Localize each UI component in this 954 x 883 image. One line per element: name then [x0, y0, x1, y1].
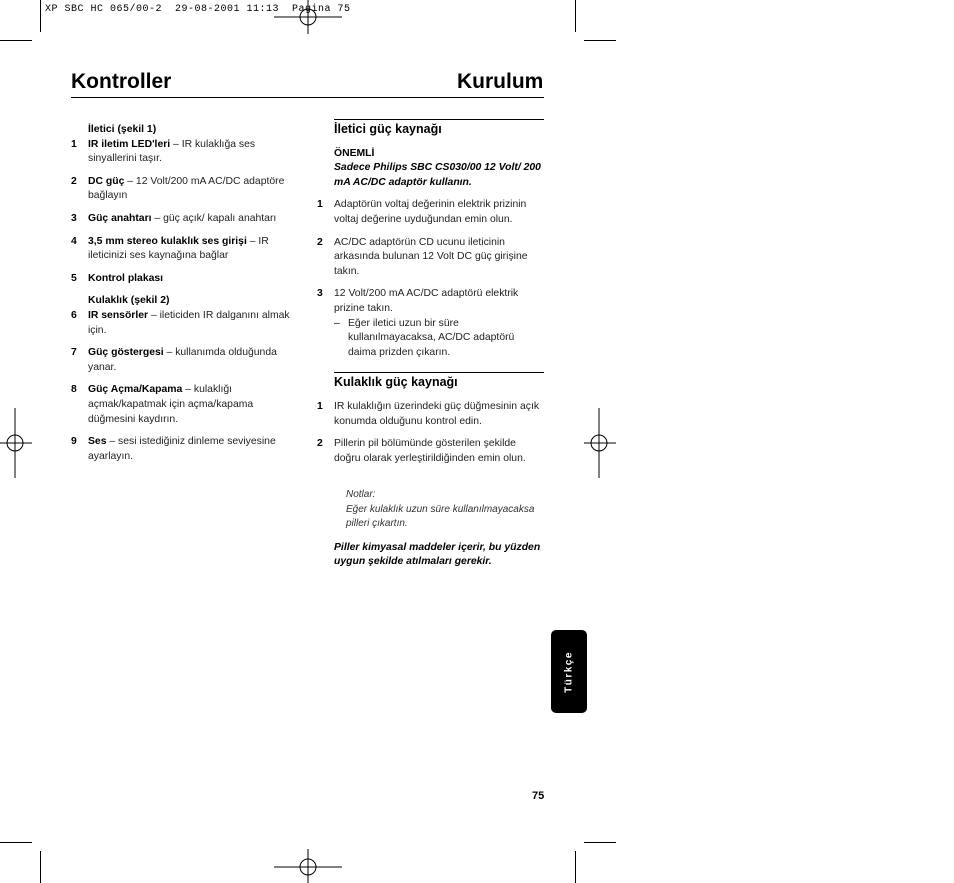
important-label: ÖNEMLİ [334, 147, 375, 159]
crop-mark [0, 40, 32, 41]
crop-mark [0, 842, 32, 843]
section-title-headphone-power: Kulaklık güç kaynağı [334, 375, 458, 390]
transmitter-heading: İletici (şekil 1) [88, 124, 157, 135]
list-item: 1 Adaptörün voltaj değerinin elektrik prizinin voltaj değerine uyduğundan emin olun. [317, 199, 527, 225]
title-rule [71, 97, 544, 98]
list-item: 4 3,5 mm stereo kulaklık ses girişi – IR ileticinizi ses kaynağına bağlar [71, 235, 269, 262]
list-item: 3 Güç anahtarı – güç açık/ kapalı anahtarı [71, 212, 277, 224]
list-item: 2 Pillerin pil bölümünde gösterilen şekilde doğru olarak yerleştirildiğinden emin olun. [317, 438, 526, 464]
crop-mark [40, 0, 41, 32]
left-column [71, 123, 291, 472]
list-item: 5 Kontrol plakası [71, 272, 164, 284]
list-item: 1 IR kulaklığın üzerindeki güç düğmesinin açık konumda olduğunu kontrol edin. [317, 400, 540, 427]
page-title-right: Kurulum [457, 70, 544, 93]
page-number: 75 [532, 790, 545, 802]
section-title-transmitter-power: İletici güç kaynağı [334, 122, 442, 136]
list-item: 2 AC/DC adaptörün CD ucunu ileticinin arkasında bulunan 12 Volt DC güç girişine takın. [317, 236, 528, 277]
notes-text: Eğer kulaklık uzun süre kullanılmayacaksa pilleri çıkartın. [346, 503, 535, 530]
registration-mark-right [584, 408, 616, 478]
language-tab [551, 630, 587, 713]
crop-mark [575, 851, 576, 883]
important-text: Sadece Philips SBC CS030/00 12 Volt/ 200 mA AC/DC adaptör kullanın. [334, 162, 541, 188]
list-item: 9 Ses – sesi istediğiniz dinleme seviyesine ayarlayın. [71, 436, 276, 462]
notes [317, 488, 544, 532]
page-title-left: Kontroller [71, 70, 172, 93]
battery-warning: Piller kimyasal maddeler içerir, bu yüzden uygun şekilde atılmaları gerekir. [334, 541, 541, 568]
list-item: 2 DC güç – 12 Volt/200 mA AC/DC adaptöre bağlayın [71, 175, 285, 202]
print-slug: XP SBC HC 065/00-2 29-08-2001 11:13 Pagina 75 [45, 4, 351, 15]
list-item: 3 12 Volt/200 mA AC/DC adaptörü elektrik prizine takın. – Eğer iletici uzun bir süre kullanılmayacaksa, AC/DC adaptörü daima prizden çıkarın. [317, 287, 544, 360]
list-item: 6 IR sensörler – ileticiden IR dalganını almak için. [71, 309, 290, 336]
list-item: 7 Güç göstergesi – kullanımda olduğunda yanar. [71, 347, 277, 373]
notes-label: Notlar: [346, 489, 376, 501]
registration-mark-left [0, 408, 32, 478]
language-tab-label: Türkçe [563, 650, 575, 693]
registration-mark-bottom [274, 849, 342, 883]
sub-note: – Eğer iletici uzun bir süre kullanılmayacaksa, AC/DC adaptörü daima prizden çıkarın. [334, 317, 515, 358]
crop-mark [584, 40, 616, 41]
right-column [317, 119, 544, 570]
headphone-heading: Kulaklık (şekil 2) [88, 295, 170, 307]
list-item: 8 Güç Açma/Kapama – kulaklığı açmak/kapatmak için açma/kapama düğmesini kaydırın. [71, 384, 254, 425]
crop-mark [575, 0, 576, 32]
crop-mark [584, 842, 616, 843]
list-item: 1 IR iletim LED'leri – IR kulaklığa ses sinyallerini taşır. [71, 138, 256, 165]
crop-mark [40, 851, 41, 883]
